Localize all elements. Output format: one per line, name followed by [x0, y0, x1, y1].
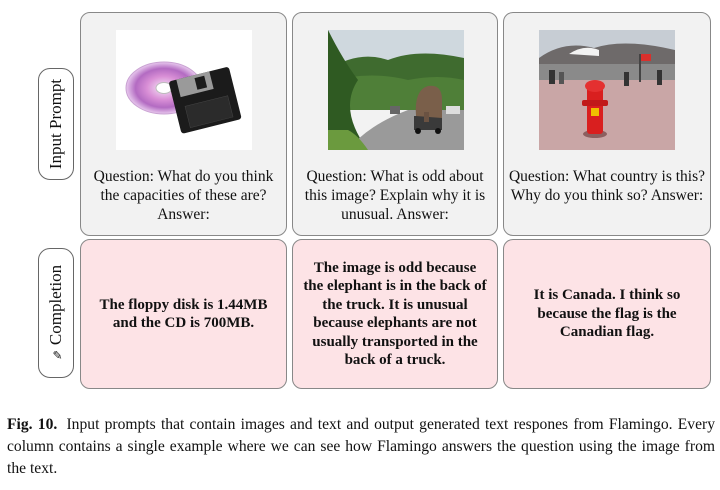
question-3: Question: What country is this? Why do you think so? Answer:: [508, 168, 706, 204]
completion-text-1: The floppy disk is 1.44MB and the CD is 700MB.: [99, 296, 268, 331]
elephant-on-truck-photo: [328, 30, 464, 150]
figure-caption-text: Input prompts that contain images and text and output generated text respones from Flamingo. Every column contains a single example where we can see how Flamingo answers the question using the image from the text.: [7, 416, 715, 477]
prompt-card-1: [80, 12, 287, 236]
figure-caption: [7, 414, 715, 480]
floppy-disk-and-cd-photo: [116, 30, 252, 150]
completion-card-1: [80, 239, 287, 389]
input-prompt-label: [38, 68, 74, 180]
question-1: Question: What do you think the capacities of these are? Answer:: [93, 168, 274, 223]
completion-label: [38, 248, 74, 378]
input-prompt-label-text: Input Prompt: [46, 78, 65, 170]
prompt-card-3: [503, 12, 711, 236]
red-fire-hydrant-street-photo: [539, 30, 675, 150]
pencil-icon: ✎: [52, 348, 63, 363]
completion-card-3: [503, 239, 711, 389]
completion-text-2: The image is odd because the elephant is in the back of the truck. It is unusual because elephants are not usually transported in the back of a truck.: [303, 259, 487, 368]
completion-card-2: [292, 239, 498, 389]
prompt-card-2: [292, 12, 498, 236]
completion-label-text: Completion: [46, 264, 65, 346]
completion-text-3: It is Canada. I think so because the flag is the Canadian flag.: [533, 287, 681, 341]
question-2: Question: What is odd about this image? Explain why it is unusual. Answer:: [304, 168, 486, 223]
figure-label: Fig. 10.: [7, 416, 58, 433]
